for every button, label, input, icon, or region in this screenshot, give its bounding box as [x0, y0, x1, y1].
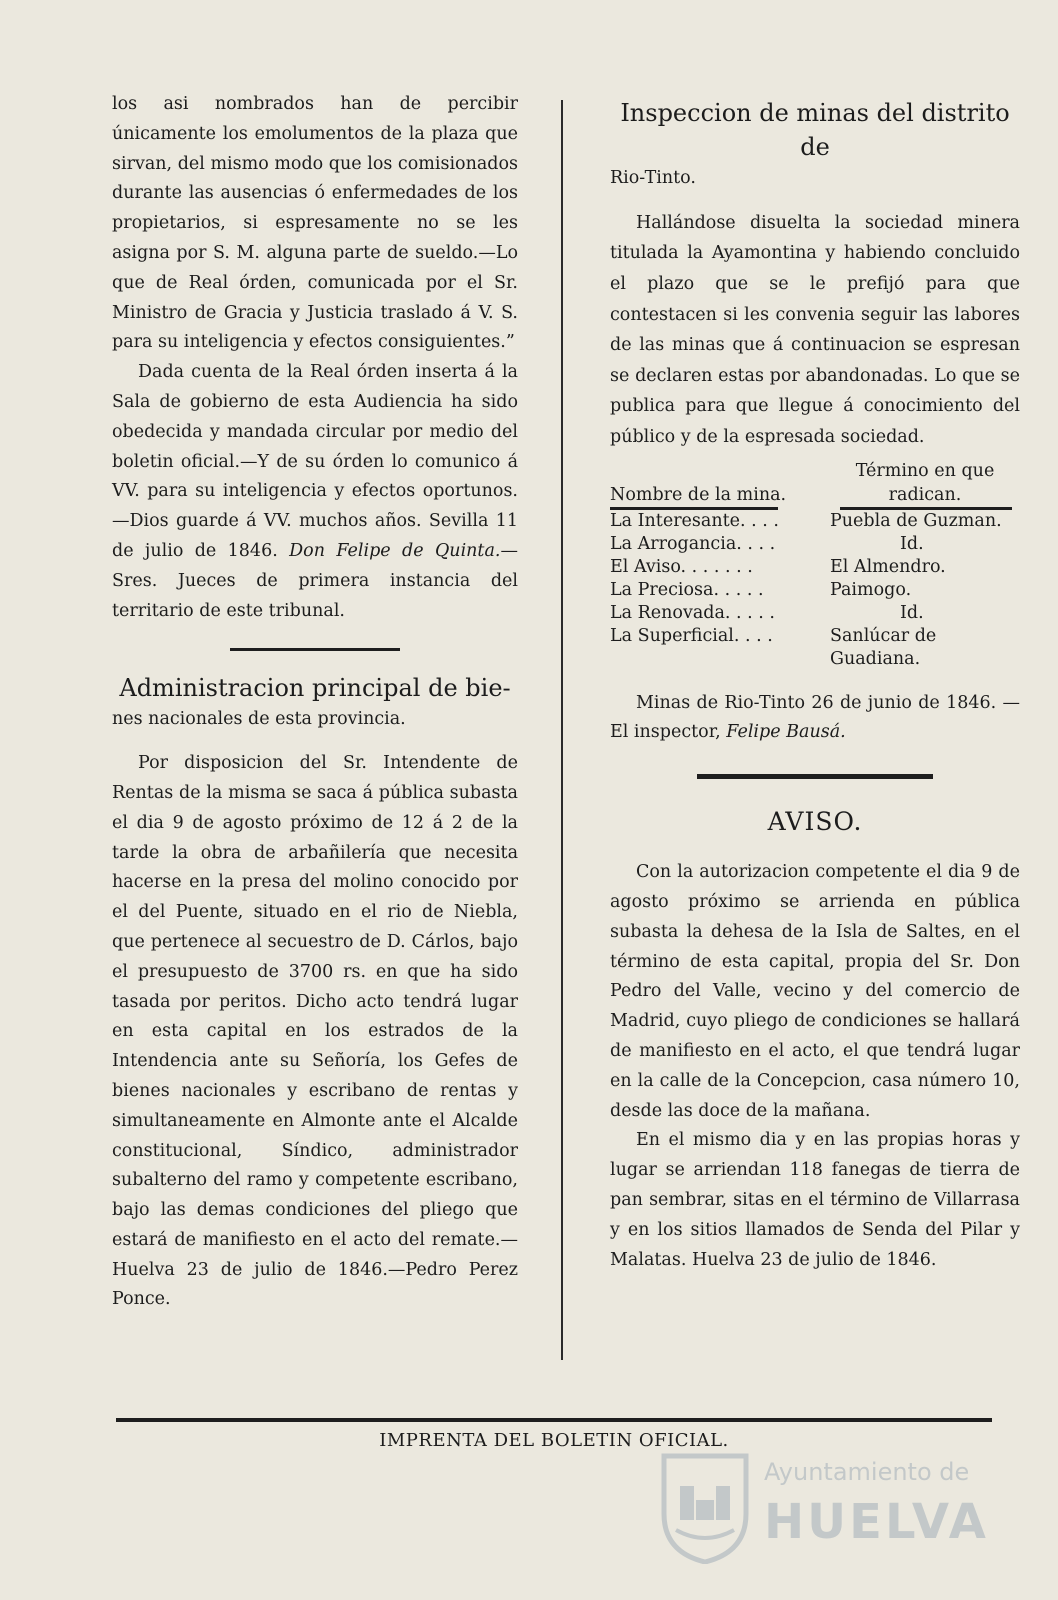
mine-term: Sanlúcar de Guadiana. [830, 625, 937, 669]
table-row [610, 510, 1020, 533]
mine-name: La Interesante. . . . [610, 510, 779, 531]
paragraph-royal-order: los asi nombrados han de percibir únicamente los emolumentos de la plaza que sirvan, del mismo modo que los comisionados durante las ausencias ó enfermedades de los propietarios, si espresamente no se les asigna por S. M. alguna parte de sueldo.—Lo que de Real órden, comunicada por el Sr. Ministro de Gracia y Justicia traslado á V. S. para su inteligencia y efectos consiguientes.” [112, 94, 518, 353]
mine-name: La Preciosa. . . . . [610, 579, 764, 600]
section-title-minas: Inspeccion de minas del distrito de [620, 99, 1010, 161]
aviso-title: AVISO. [767, 807, 863, 837]
mine-term: Id. [900, 533, 924, 554]
signature-quinta: Don Felipe de Quinta. [289, 540, 501, 561]
watermark-line1: Ayuntamiento de [764, 1458, 970, 1486]
audiencia-tail: —Sres. Jueces de primera instancia del territario de este tribunal. [112, 540, 518, 621]
header-mine-name: Nombre de la mina. [610, 484, 787, 505]
mine-term: Id. [900, 602, 924, 623]
watermark-line2: HUELVA [764, 1494, 989, 1550]
section-subtitle-minas: Rio-Tinto. [610, 168, 696, 188]
closing-sign-prefix: —El inspector, [610, 692, 1020, 743]
header-mine-term: Término en que radican. [855, 460, 995, 505]
table-row [610, 579, 1020, 602]
mine-name: La Renovada. . . . . [610, 602, 775, 623]
audiencia-text: Dada cuenta de la Real órden inserta á la Sala de gobierno de esta Audiencia ha sido obedecida y mandada circular por medio del boletin oficial.—Y de su órden lo comunico á VV. para su inteligencia y efectos oportunos.—Dios guarde á VV. muchos años. Sevilla 11 de julio de 1846. [112, 362, 518, 561]
mine-name: La Arrogancia. . . . [610, 533, 776, 554]
paragraph-audiencia [112, 358, 518, 626]
mine-name: El Aviso. . . . . . . [610, 556, 753, 577]
table-row [610, 625, 1020, 671]
section-divider-bold [697, 774, 933, 779]
paragraph-aviso-1: Con la autorizacion competente el dia 9 de agosto próximo se arrienda en pública subasta la dehesa de la Isla de Saltes, en el término de esta capital, propia del Sr. Don Pedro del Valle, vecino y del comercio de Madrid, cuyo pliego de condiciones se hallará de manifiesto en el acto, el que tendrá lugar en la calle de la Concepcion, casa número 10, desde las doce de la mañana. [610, 862, 1020, 1121]
left-column [112, 90, 518, 1315]
shield-icon [660, 1452, 750, 1564]
mines-table [610, 459, 1020, 671]
paragraph-aviso-2: En el mismo dia y en las propias horas y lugar se arriendan 118 fanegas de tierra de pan sembrar, sitas en el término de Villarrasa y en los sitios llamados de Senda del Pilar y Malatas. Huelva 23 de julio de 1846. [610, 1130, 1020, 1270]
paragraph-minas-intro: Hallándose disuelta la sociedad minera titulada la Ayamontina y habiendo concluido el plazo que se le prefijó para que contestacen si les convenia seguir las labores de las minas que á continuacion se espresan se declaren estas por abandonadas. Lo que se publica para que llegue á conocimiento del público y de la espresada sociedad. [610, 212, 1020, 447]
printer-footer: IMPRENTA DEL BOLETIN OFICIAL. [379, 1430, 729, 1451]
mines-table-header [610, 459, 1020, 507]
table-row [610, 533, 1020, 556]
mine-term: El Almendro. [830, 556, 946, 577]
section-title-administracion: Administracion principal de bie- [119, 674, 511, 703]
paragraph-subasta-obra: Por disposicion del Sr. Intendente de Rentas de la misma se saca á pública subasta el dia 9 de agosto próximo de 12 á 2 de la tarde la obra de arbañilería que necesita hacerse en la presa del molino conocido por el del Puente, situado en el rio de Niebla, que pertenece al secuestro de D. Cárlos, bajo el presupuesto de 3700 rs. en que ha sido tasada por peritos. Dicho acto tendrá lugar en esta capital en los estrados de la Intendencia ante su Señoría, los Gefes de bienes nacionales y escribano de rentas y simultaneamente en Almonte ante el Alcalde constitucional, Síndico, administrador subalterno del ramo y competente escribano, bajo las demas condiciones del pliego que estará de manifiesto en el acto del remate.—Huelva 23 de julio de 1846.—Pedro Perez Ponce. [112, 753, 518, 1310]
mine-term: Puebla de Guzman. [830, 510, 1002, 531]
right-column [610, 96, 1020, 1275]
footer-rule [116, 1418, 992, 1422]
paragraph-minas-closing [610, 689, 1020, 749]
column-divider [561, 100, 563, 1360]
closing-date: Minas de Rio-Tinto 26 de junio de 1846. [636, 692, 997, 713]
mine-name: La Superficial. . . . [610, 625, 773, 646]
mine-term: Paimogo. [830, 579, 912, 600]
signature-bausa: Felipe Bausá. [726, 722, 846, 743]
table-row [610, 556, 1020, 579]
watermark [660, 1452, 990, 1570]
section-subtitle-administracion: nes nacionales de esta provincia. [112, 709, 406, 730]
table-row [610, 602, 1020, 625]
section-divider [230, 648, 400, 651]
